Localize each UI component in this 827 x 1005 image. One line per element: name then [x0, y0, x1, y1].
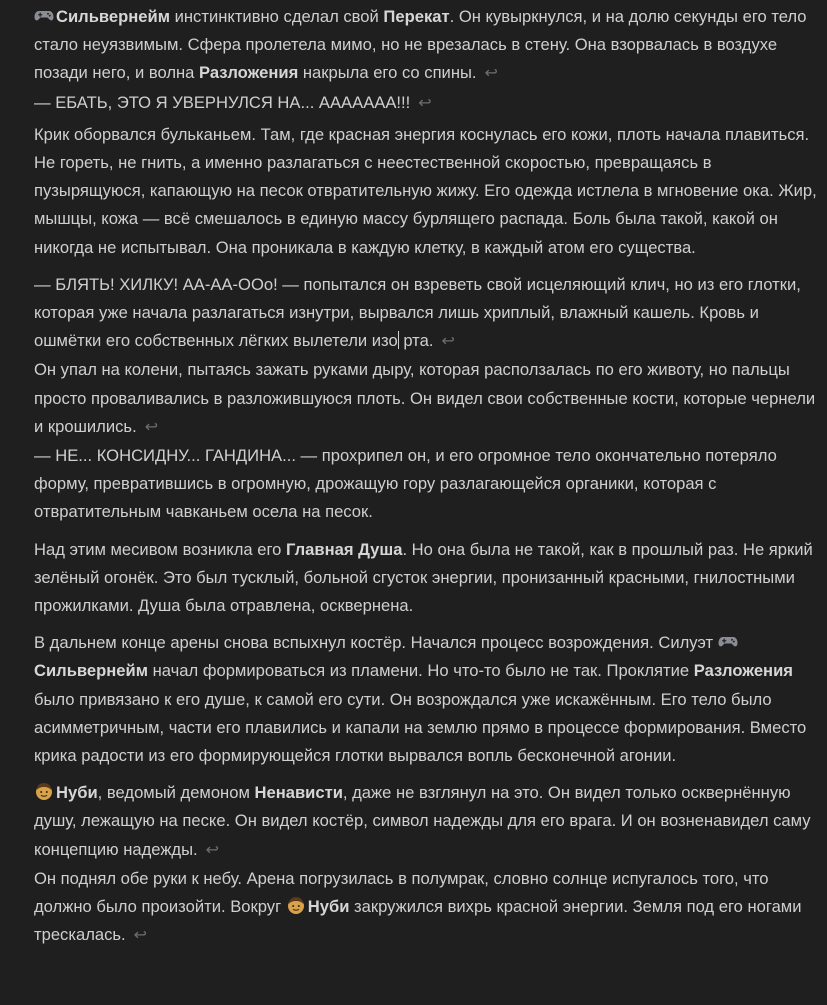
return-icon: ↩: [484, 65, 498, 83]
gamepad-icon: [718, 631, 738, 651]
character-name-silvername: Сильвернейм: [34, 661, 149, 681]
face-emoji-icon: [286, 895, 306, 915]
return-icon: ↩: [205, 841, 220, 859]
paragraph-10: Он поднял обе руки к небу. Арена погрузилась в полумрак, словно солнце испугалось того, что должно было произойти. Вокруг Нуби закружился вихрь красной энергии. Земля под его ногами трескалась. ↩: [34, 865, 824, 951]
return-icon: ↩: [133, 927, 148, 945]
paragraph-8: В дальнем конце арены снова вспыхнул костёр. Начался процесс возрождения. Силуэт Сильвернейм начал формироваться из пламени. Но что-то было не так. Проклятие Разложения было привязано к его душе, к самой его сути. Он возрождался уже искажённым. Его тело было асимметричным, части его плавились и капали на землю прямо в процессе формирования. Вместо крика радости из его формирующейся глотки вырвался вопль бесконечной агонии.: [34, 633, 807, 766]
paragraph-9: Нуби, ведомый демоном Ненависти, даже не взглянул на это. Он видел только осквернённую душу, лежащую на песке. Он видел костёр, символ надежды для его врага. И он возненавидел саму концепцию надежды. ↩: [34, 779, 824, 865]
paragraph-5: Он упал на колени, пытаясь зажать руками дыру, которая расползалась по его животу, но пальцы просто проваливались в разложившуюся плоть. Он видел свои собственные кости, которые чернели и крошились. ↩: [34, 356, 824, 442]
return-icon: ↩: [144, 418, 159, 436]
return-icon: ↩: [418, 94, 432, 112]
return-icon: ↩: [441, 333, 455, 351]
character-name-silvername: Сильвернейм: [56, 7, 171, 26]
face-emoji-icon: [34, 781, 54, 801]
character-name-noobie: Нуби: [307, 897, 350, 917]
gamepad-icon: [34, 5, 54, 25]
character-name-noobie: Нуби: [56, 783, 98, 803]
paragraph-2: — ЕБАТЬ, ЭТО Я УВЕРНУЛСЯ НА... ААААААА!!! ↩: [34, 89, 824, 118]
paragraph-3: Крик оборвался бульканьем. Там, где красная энергия коснулась его кожи, плоть начала плавиться. Не гореть, не гнить, а именно разлагаться с неестественной скоростью, превращаясь в пузырящуюся, капающую на песок отвратительную жижу. Его одежда истлела в мгновение ока. Жир, мышцы, кожа — всё смешалось в единую массу бурлящего распада. Боль была такой, какой он никогда не испытывал. Она проникала в каждую клетку, в каждый атом его существа.: [34, 124, 817, 257]
paragraph-6: — НЕ... КОНСИДНУ... ГАНДИНА... — прохрипел он, и его огромное тело окончательно потеряло форму, превратившись в огромную, дрожащую гору разлагающейся органики, которая с отвратительным чавканьем осела на песок.: [34, 446, 777, 522]
paragraph-7: Над этим месивом возникла его Главная Душа. Но она была не такой, как в прошлый раз. Не яркий зелёный огонёк. Это был тусклый, больной сгусток энергии, пронизанный красными, гнилостными прожилками. Душа была отравлена, осквернена.: [34, 539, 813, 616]
paragraph-1: Сильвернейм инстинктивно сделал свой Перекат. Он кувыркнулся, и на долю секунды его тело стало неуязвимым. Сфера пролетела мимо, но не врезалась в стену. Она взорвалась в воздухе позади него, и волна Разложения накрыла его со спины. ↩: [34, 3, 824, 89]
document-body: [34, 3, 824, 951]
paragraph-4: — БЛЯТЬ! ХИЛКУ! АА-АА-ООо! — попытался он взреветь свой исцеляющий клич, но из его глотки, которая уже начала разлагаться изнутри, вырвался лишь хриплый, влажный кашель. Кровь и ошмётки его собственных лёгких вылетели изо рта. ↩: [34, 271, 824, 357]
